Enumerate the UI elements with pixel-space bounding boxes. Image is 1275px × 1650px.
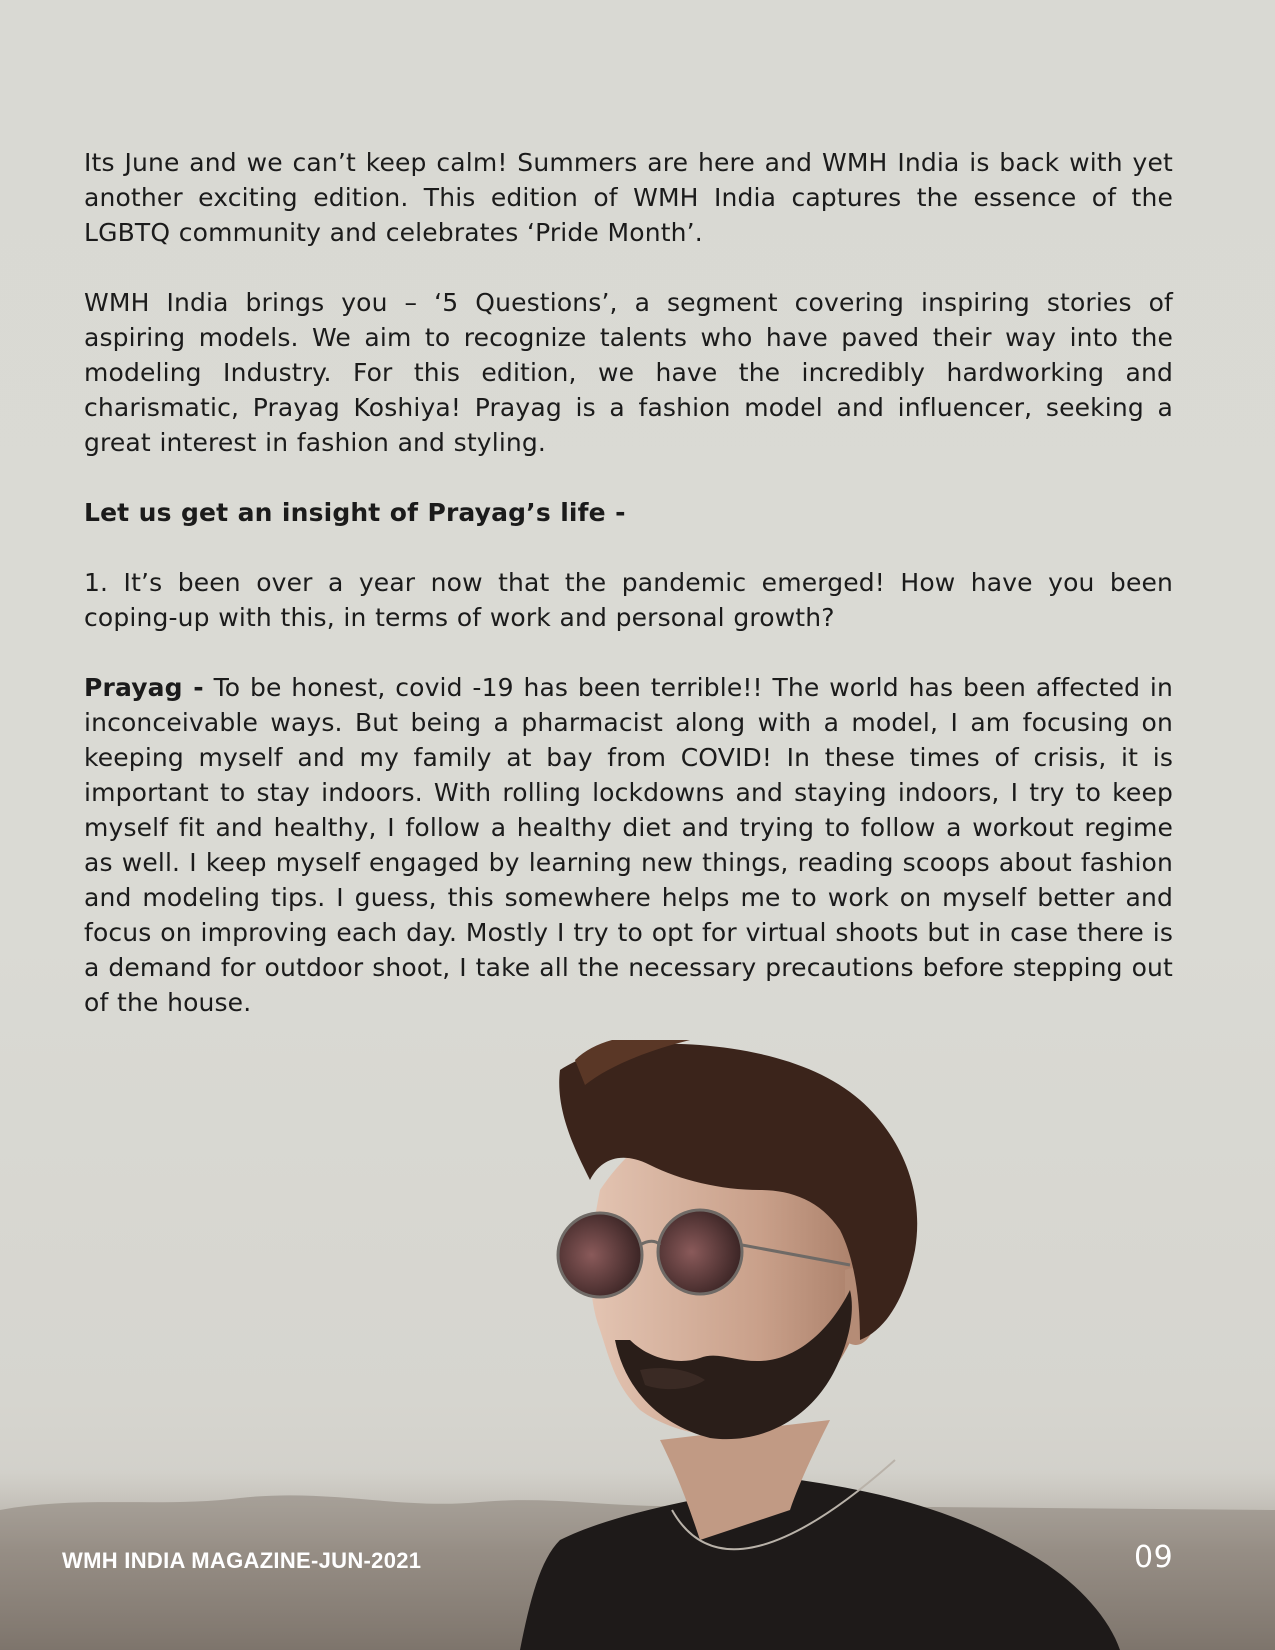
article-body [84,145,1173,1055]
segment-paragraph: WMH India brings you – ‘5 Questions’, a segment covering inspiring stories of aspiring models. We aim to recognize talents who have paved their way into the modeling Industry. For this edition, we have the incredibly hardworking and charismatic, Prayag Koshiya! Prayag is a fashion model and influencer, seeking a great interest in fashion and styling. [84,288,1173,457]
question-1: 1. It’s been over a year now that the pandemic emerged! How have you been coping-up with this, in terms of work and personal growth? [84,568,1173,632]
magazine-footer-title: WMH INDIA MAGAZINE-JUN-2021 [62,1548,422,1573]
page-number: 09 [1134,1540,1174,1575]
section-heading: Let us get an insight of Prayag’s life - [84,498,626,527]
intro-paragraph: Its June and we can’t keep calm! Summers are here and WMH India is back with yet another exciting edition. This edition of WMH India captures the essence of the LGBTQ community and celebrates ‘Pride Month’. [84,148,1173,247]
answer-1-text: To be honest, covid -19 has been terrible!! The world has been affected in inconceivable ways. But being a pharmacist along with a model, I am focusing on keeping myself and my family at bay from COVID! In these times of crisis, it is important to stay indoors. With rolling lockdowns and staying indoors, I try to keep myself fit and healthy, I follow a healthy diet and trying to follow a workout regime as well. I keep myself engaged by learning new things, reading scoops about fashion and modeling tips. I guess, this somewhere helps me to work on myself better and focus on improving each day. Mostly I try to opt for virtual shoots but in case there is a demand for outdoor shoot, I take all the necessary precautions before stepping out of the house. [84,673,1173,1017]
answer-1 [84,670,1173,1020]
answer-1-speaker: Prayag - [84,673,204,702]
